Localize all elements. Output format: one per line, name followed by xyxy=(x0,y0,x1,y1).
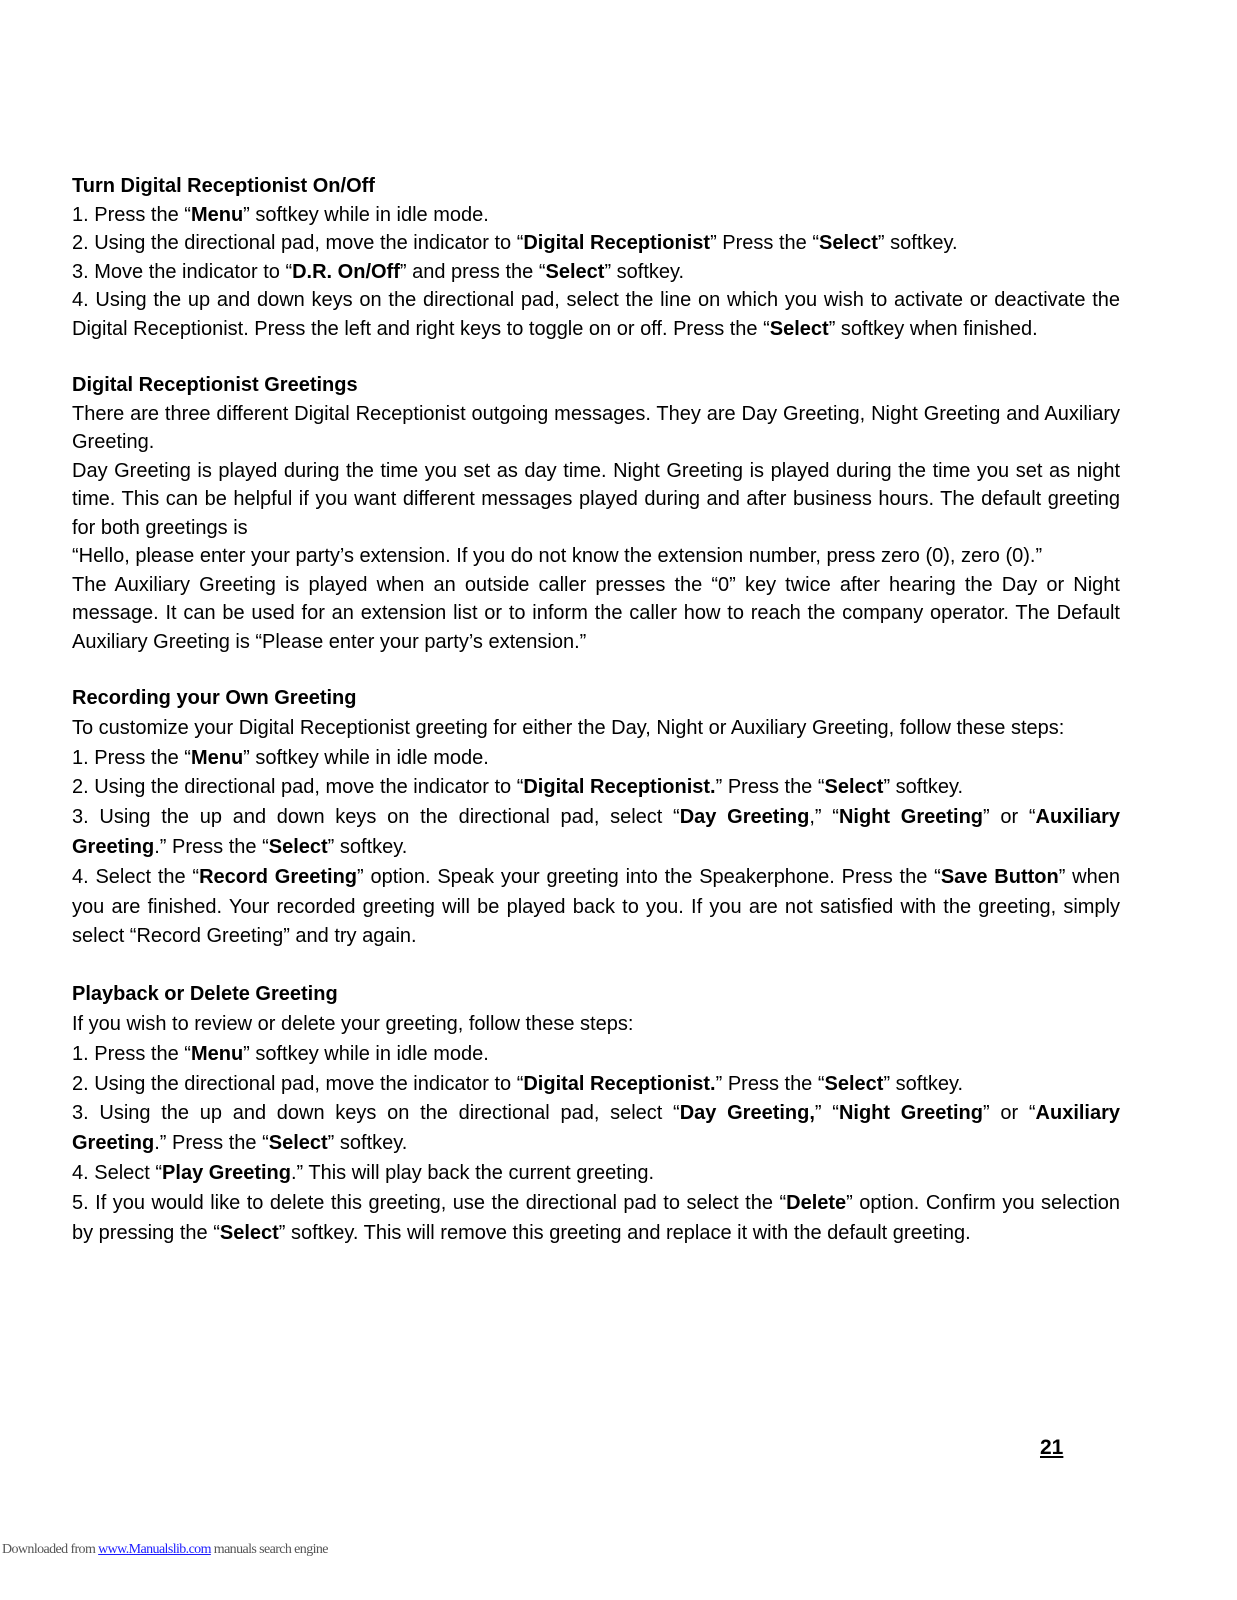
text-run: ” softkey. xyxy=(883,1072,964,1095)
paragraph xyxy=(72,1010,1120,1040)
text-run: ” softkey while in idle mode. xyxy=(243,203,489,226)
text-run: “Hello, please enter your party’s extension. If you do not know the extension number, press zero (0), zero (0).” xyxy=(72,545,1043,567)
paragraph xyxy=(72,863,1120,952)
text-run: 1. Press the “ xyxy=(72,203,191,226)
bold-term: Select xyxy=(268,1132,328,1155)
text-run: ” softkey while in idle mode. xyxy=(243,1042,489,1065)
section-greetings xyxy=(72,371,1120,656)
bold-term: Night Greeting xyxy=(838,1102,983,1125)
bold-term: Select xyxy=(219,1221,279,1244)
text-run: ” softkey. xyxy=(604,260,685,283)
text-run: ” option. Speak your greeting into the Speakerphone. Press the “ xyxy=(357,865,941,888)
section-heading: Digital Receptionist Greetings xyxy=(72,374,358,396)
text-run: 3. Move the indicator to “ xyxy=(72,260,293,283)
bold-term: Select xyxy=(769,317,829,340)
text-run: ” “ xyxy=(814,1102,839,1125)
paragraph xyxy=(72,400,1120,457)
text-run: 3. Using the up and down keys on the directional pad, select “ xyxy=(72,806,680,829)
paragraph xyxy=(72,773,1120,803)
document-body xyxy=(72,172,1120,1276)
bold-term: Auxiliary Greeting xyxy=(72,1102,1121,1155)
section-paragraphs xyxy=(72,400,1120,657)
section-playback-delete xyxy=(72,980,1120,1248)
paragraph xyxy=(72,1159,1120,1189)
text-run: 3. Using the up and down keys on the directional pad, select “ xyxy=(72,1102,680,1125)
bold-term: D.R. On/Off xyxy=(292,260,400,283)
text-run: ,” “ xyxy=(809,806,839,829)
bold-term: Digital Receptionist. xyxy=(523,1072,716,1095)
text-run: 1. Press the “ xyxy=(72,746,191,769)
text-run: ” softkey. This will remove this greeting and replace it with the default greeting. xyxy=(278,1221,971,1244)
text-run: ” softkey when finished. xyxy=(828,317,1038,340)
paragraph xyxy=(72,457,1120,543)
text-run: ” option. Confirm you selection by pressing the “ xyxy=(72,1191,1120,1244)
text-run: ” softkey. xyxy=(883,776,964,799)
paragraph xyxy=(72,1099,1120,1159)
footer-suffix: manuals search engine xyxy=(210,1542,328,1557)
text-run: 5. If you would like to delete this greeting, use the directional pad to select the “ xyxy=(72,1191,787,1214)
paragraph xyxy=(72,571,1120,657)
text-run: 1. Press the “ xyxy=(72,1042,191,1065)
section-heading: Recording your Own Greeting xyxy=(72,687,357,709)
text-run: ” or “ xyxy=(983,1102,1036,1125)
bold-term: Select xyxy=(545,260,605,283)
text-run: 4. Using the up and down keys on the directional pad, select the line on which you wish to activate or deactivate the Digital Receptionist. Press the left and right keys to toggle on or off. Press the “ xyxy=(72,289,1120,340)
text-run: ” when you are finished. Your recorded greeting will be played back to you. If you are not satisfied with the greeting, simply select “Record Greeting” and try again. xyxy=(72,865,1120,948)
bold-term: Select xyxy=(268,835,328,858)
text-run: Day Greeting is played during the time you set as day time. Night Greeting is played during the time you set as night time. This can be helpful if you want different messages played during and after business hours. The default greeting for both greetings is xyxy=(72,459,1120,539)
section-heading: Playback or Delete Greeting xyxy=(72,983,338,1006)
bold-term: Menu xyxy=(190,203,244,226)
text-run: ” Press the “ xyxy=(715,776,825,799)
bold-term: Play Greeting xyxy=(162,1161,291,1184)
paragraph xyxy=(72,1040,1120,1070)
text-run: .” Press the “ xyxy=(154,1132,269,1155)
text-run: 2. Using the directional pad, move the indicator to “ xyxy=(72,232,524,254)
bold-term: Select xyxy=(818,232,878,254)
section-recording xyxy=(72,684,1120,952)
text-run: ” or “ xyxy=(983,806,1036,829)
paragraph xyxy=(72,286,1120,343)
section-paragraphs xyxy=(72,1010,1120,1248)
text-run: ” Press the “ xyxy=(715,1072,825,1095)
bold-term: Night Greeting xyxy=(838,806,984,829)
bold-term: Delete xyxy=(786,1191,847,1214)
text-run: ” softkey. xyxy=(327,835,408,858)
bold-term: Day Greeting, xyxy=(679,1102,815,1125)
text-run: ” Press the “ xyxy=(710,232,819,254)
text-run: 4. Select “ xyxy=(72,1161,163,1184)
page-number: 21 xyxy=(1040,1436,1064,1459)
text-run: ” and press the “ xyxy=(399,260,546,283)
paragraph xyxy=(72,229,1120,258)
bold-term: Select xyxy=(824,1072,884,1095)
section-turn-on-off xyxy=(72,172,1120,343)
paragraph xyxy=(72,1189,1120,1249)
text-run: 4. Select the “ xyxy=(72,865,200,888)
section-paragraphs xyxy=(72,201,1120,344)
text-run: 2. Using the directional pad, move the indicator to “ xyxy=(72,776,524,799)
text-run: If you wish to review or delete your greeting, follow these steps: xyxy=(72,1012,634,1035)
text-run: .” This will play back the current greeting. xyxy=(290,1161,655,1184)
bold-term: Menu xyxy=(190,746,244,769)
text-run: ” softkey while in idle mode. xyxy=(243,746,489,769)
text-run: 2. Using the directional pad, move the indicator to “ xyxy=(72,1072,524,1095)
text-run: ” softkey. xyxy=(327,1132,408,1155)
bold-term: Save Button xyxy=(940,865,1059,888)
footer-link[interactable]: www.Manualslib.com xyxy=(98,1542,211,1557)
footer xyxy=(2,1542,328,1558)
paragraph xyxy=(72,744,1120,774)
footer-prefix: Downloaded from xyxy=(2,1542,99,1557)
bold-term: Record Greeting xyxy=(199,865,358,888)
paragraph xyxy=(72,542,1120,571)
bold-term: Day Greeting xyxy=(679,806,810,829)
bold-term: Auxiliary Greeting xyxy=(72,806,1121,858)
paragraph xyxy=(72,714,1120,744)
text-run: The Auxiliary Greeting is played when an outside caller presses the “0” key twice after hearing the Day or Night message. It can be used for an extension list or to inform the caller how to reach the company operator. The Default Auxiliary Greeting is “Please enter your party’s extension.” xyxy=(72,573,1120,653)
bold-term: Digital Receptionist. xyxy=(523,776,716,799)
section-heading: Turn Digital Receptionist On/Off xyxy=(72,175,375,197)
paragraph xyxy=(72,1070,1120,1100)
bold-term: Digital Receptionist xyxy=(523,232,711,254)
paragraph xyxy=(72,201,1120,230)
bold-term: Select xyxy=(824,776,884,799)
text-run: There are three different Digital Receptionist outgoing messages. They are Day Greeting, Night Greeting and Auxiliary Greeting. xyxy=(72,402,1120,453)
section-paragraphs xyxy=(72,714,1120,952)
text-run: ” softkey. xyxy=(877,232,958,254)
bold-term: Menu xyxy=(190,1042,244,1065)
text-run: .” Press the “ xyxy=(154,835,269,858)
paragraph xyxy=(72,258,1120,287)
paragraph xyxy=(72,803,1120,863)
text-run: To customize your Digital Receptionist greeting for either the Day, Night or Auxiliary Greeting, follow these steps: xyxy=(72,716,1065,739)
